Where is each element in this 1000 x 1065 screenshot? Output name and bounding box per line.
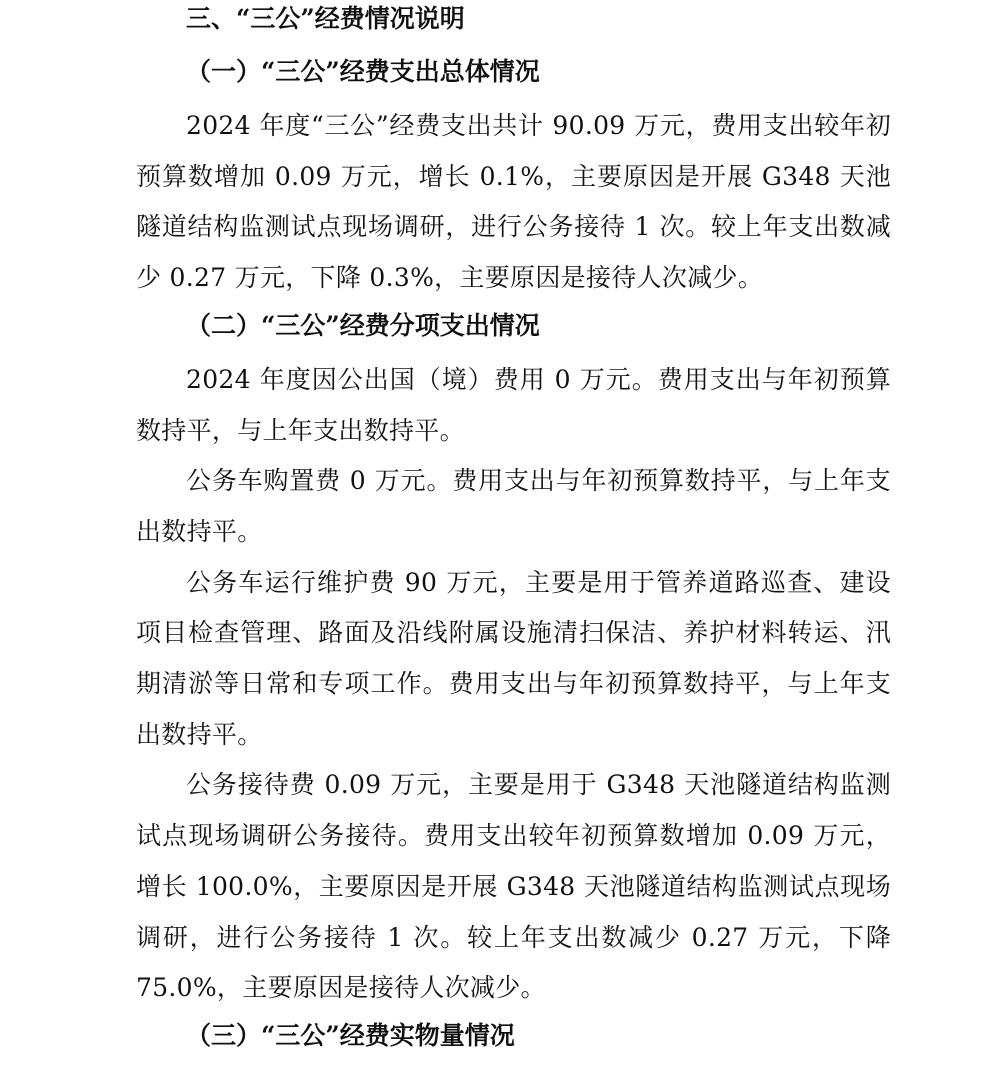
subsection-overall — [136, 50, 891, 304]
paragraph-overall-summary: 2024 年度“三公”经费支出共计 90.09 万元，费用支出较年初预算数增加 0.09 万元，增长 0.1%，主要原因是开展 G348 天池隧道结构监测试点现场调研，进行公务接待 1 次。较上年支出数减少 0.27 万元，下降 0.3%，主要原因是接待人次减少。 — [136, 111, 891, 293]
subsection-physical — [136, 1014, 891, 1065]
subsection-title-itemized: （二）“三公”经费分项支出情况 — [186, 310, 540, 340]
paragraph-overseas-travel: 2024 年度因公出国（境）费用 0 万元。费用支出与年初预算数持平，与上年支出数持平。 — [136, 364, 891, 445]
subsection-title-physical: （三）“三公”经费实物量情况 — [186, 1020, 515, 1050]
paragraph-vehicle-maintenance: 公务车运行维护费 90 万元，主要是用于管养道路巡查、建设项目检查管理、路面及沿线附属设施清扫保洁、养护材料转运、汛期清淤等日常和专项工作。费用支出与年初预算数持平，与上年支出数持平。 — [136, 567, 891, 749]
subsection-itemized — [136, 304, 891, 1014]
document-page — [136, 0, 891, 1065]
subsection-title-overall: （一）“三公”经费支出总体情况 — [186, 57, 540, 86]
section-title: 三、“三公”经费情况说明 — [186, 4, 465, 33]
paragraph-vehicle-purchase: 公务车购置费 0 万元。费用支出与年初预算数持平，与上年支出数持平。 — [136, 466, 891, 546]
paragraph-reception: 公务接待费 0.09 万元，主要是用于 G348 天池隧道结构监测试点现场调研公务接待。费用支出较年初预算数增加 0.09 万元，增长 100.0%，主要原因是开展 G348 天池隧道结构监测试点现场调研，进行公务接待 1 次。较上年支出数减少 0.27 万元，下降 75.0%，主要原因是接待人次减少。 — [136, 770, 891, 1003]
